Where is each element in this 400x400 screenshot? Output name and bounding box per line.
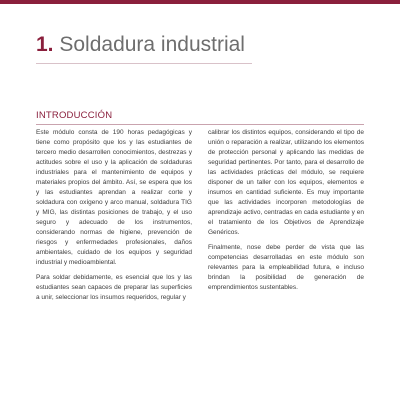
chapter-title: Soldadura industrial [59,33,245,56]
paragraph: calibrar los distintos equipos, considerando el tipo de unión o reparación a realizar, utilizando los elementos de protección personal y aplicando las medidas de seguridad pertinentes. Por tanto, para el desarrollo de las actividades prácticas del módulo, se requiere disponer de un taller con los equipos, elementos e insumos en cantidad suficiente. Es muy importante que las actividades incorporen metodologías de aprendizaje activo, centradas en cada estudiante y en el tratamiento de los Objetivos de Aprendizaje Genéricos. [208,129,364,236]
page-title [36,32,245,58]
chapter-number: 1. [36,33,54,56]
left-column [36,128,192,378]
section-divider [36,124,364,125]
paragraph: Finalmente, nose debe perder de vista que las competencias desarrolladas en este módulo son relevantes para la empleabilidad futura, e incluso brindan la posibilidad de generación de emprendimientos sustentables. [208,244,364,291]
right-column [208,128,364,378]
top-accent-bar [0,0,400,4]
paragraph: Este módulo consta de 190 horas pedagógicas y tiene como propósito que los y las estudiantes de tercero medio desarrollen conocimientos, destrezas y actitudes sobre el uso y la aplicación de soldaduras industriales para el mantenimiento de equipos y materiales propios del ámbito. Así, se espera que los y las estudiantes aprendan a realizar corte y soldadura con oxígeno y arco manual, soldadura TIG y MIG, las distintas posiciones de trabajo, y el uso seguro y adecuado de los instrumentos, considerando normas de higiene, prevención de riesgos y enfermedades profesionales, daños ambientales, cuidado de los equipos y seguridad industrial y medioambiental. [36,129,192,266]
title-underline [36,63,252,64]
section-heading: INTRODUCCIÓN [36,110,113,121]
body-columns [36,128,364,378]
paragraph: Para soldar debidamente, es esencial que los y las estudiantes sean capaces de preparar las superficies a unir, seleccionar los insumos requeridos, regular y [36,274,192,301]
